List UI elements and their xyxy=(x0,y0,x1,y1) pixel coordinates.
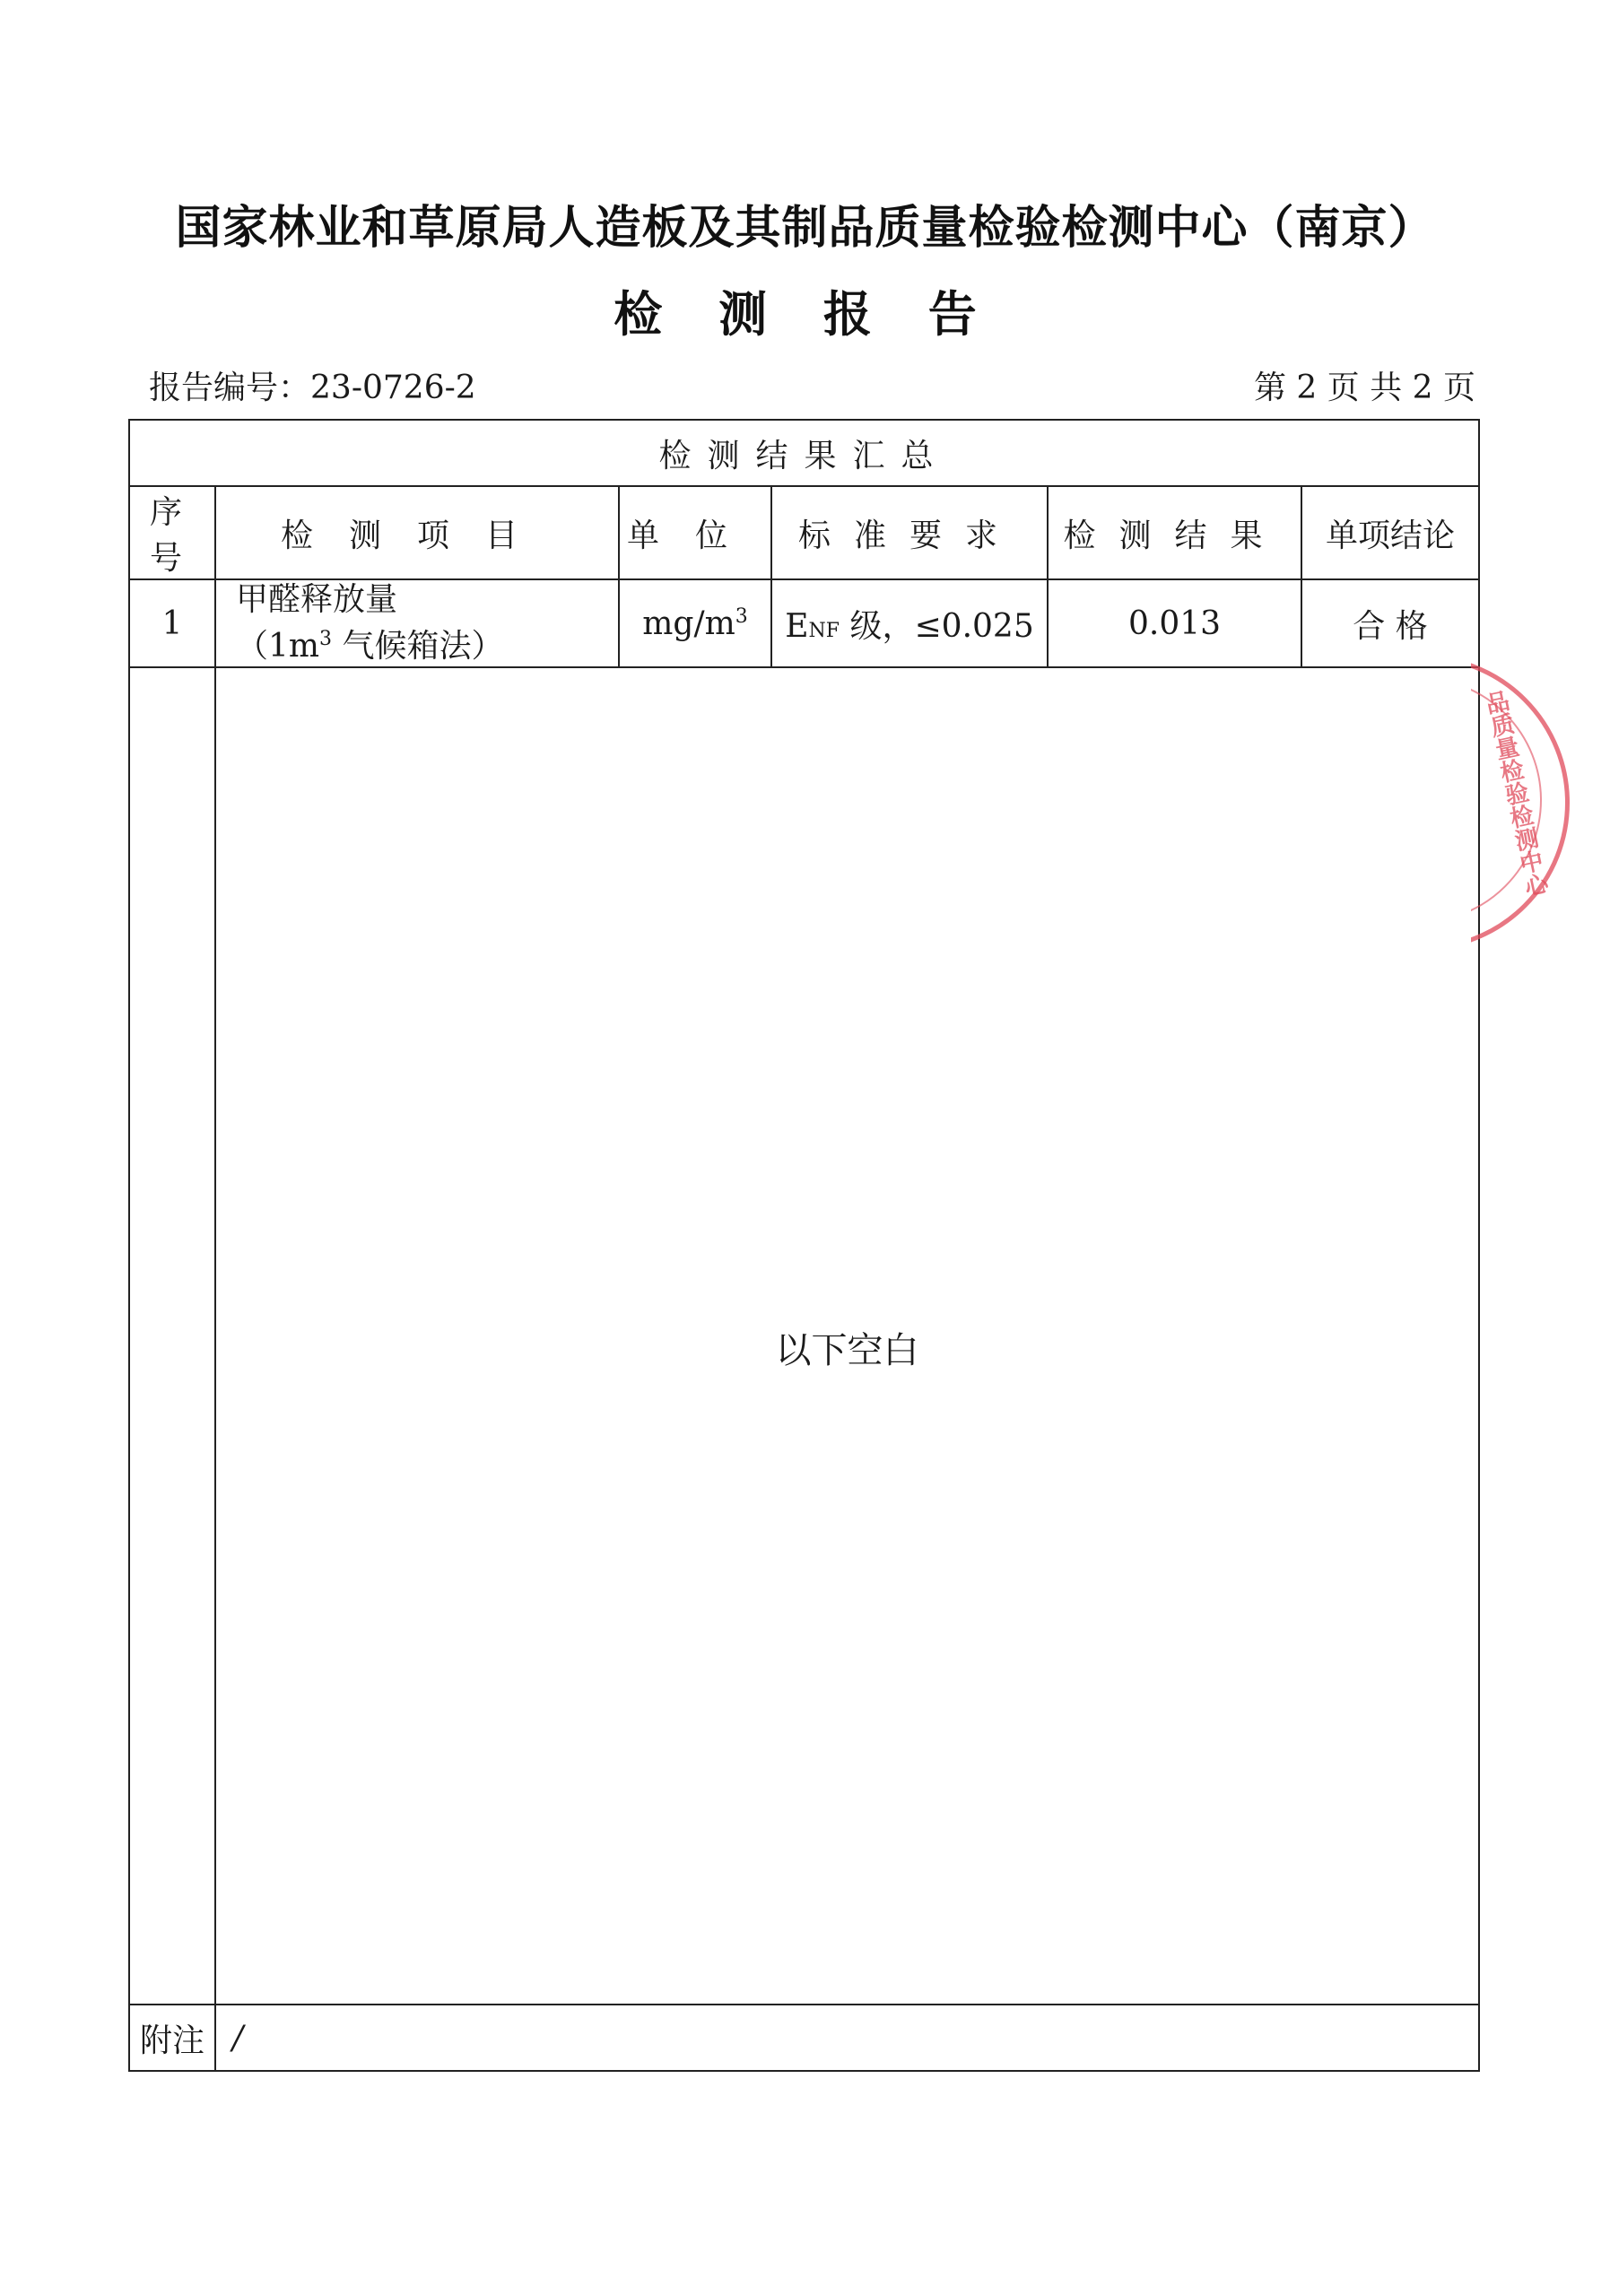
row-unit: $mg/m^3$ xyxy=(619,579,771,667)
summary-title: 检测结果汇总 xyxy=(129,420,1479,486)
row-item xyxy=(215,579,619,667)
row-requirement: ENF 级，≤0.025 xyxy=(771,579,1048,667)
row-conclusion: 合 格 xyxy=(1301,579,1479,667)
row-item-name: 甲醛释放量 xyxy=(236,581,398,618)
col-header-no: 序号 xyxy=(129,486,215,579)
col-header-requirement: 标准要求 xyxy=(771,486,1048,579)
remark-row xyxy=(129,2005,1479,2071)
col-header-conclusion: 单项结论 xyxy=(1301,486,1479,579)
row-no: 1 xyxy=(129,579,215,667)
row-item-method: （$1m^3$ 气候箱法） xyxy=(236,628,504,665)
col-header-item: 检测项目 xyxy=(215,486,619,579)
col-header-result: 检测结果 xyxy=(1048,486,1301,579)
col-header-unit: 单位 xyxy=(619,486,771,579)
column-header-row xyxy=(129,486,1479,579)
report-number xyxy=(149,362,476,408)
seal-text: 品质量检验检测中心 xyxy=(1479,688,1550,900)
report-title: 检 测 报 告 xyxy=(614,286,996,343)
blank-note: 以下空白 xyxy=(775,1330,919,1371)
page-info: 第 2 页 共 2 页 xyxy=(1253,370,1475,406)
report-number-value: 23-0726-2 xyxy=(310,370,476,406)
results-table xyxy=(128,419,1480,2072)
org-title: 国家林业和草原局人造板及其制品质量检验检测中心（南京） xyxy=(175,202,1435,255)
report-number-label: 报告编号： xyxy=(149,370,311,406)
row-result: 0.013 xyxy=(1048,579,1301,667)
official-seal xyxy=(1471,655,1579,951)
table-row xyxy=(129,579,1479,667)
remark-label: 附注 xyxy=(129,2005,215,2071)
blank-row xyxy=(129,667,1479,2005)
remark-value: / xyxy=(215,2005,1479,2071)
